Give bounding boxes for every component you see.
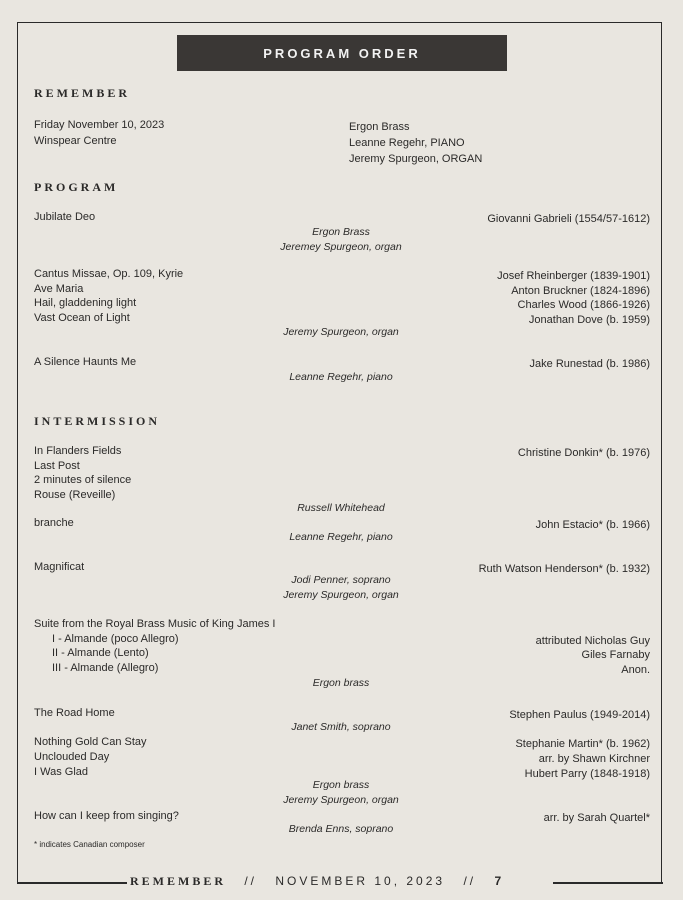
composer: arr. by Shawn Kirchner [538,753,650,765]
piece-title: Nothing Gold Can Stay [34,736,147,748]
composer: Christine Donkin* (b. 1976) [517,447,650,459]
performer-credit: Janet Smith, soprano [291,721,391,733]
piece-title: Last Post [34,460,80,472]
composer: Giovanni Gabrieli (1554/57-1612) [487,213,650,225]
piece-title: branche [34,517,74,529]
composer: Anton Bruckner (1824-1896) [511,285,650,297]
movement: I - Almande (poco Allegro) [52,633,179,645]
page-title: PROGRAM ORDER [177,35,507,71]
performer: Leanne Regehr, PIANO [349,137,465,149]
piece-title: I Was Glad [34,766,88,778]
piece-title: Cantus Missae, Op. 109, Kyrie [34,268,184,280]
performer-credit: Jodi Penner, soprano [291,574,391,586]
performer: Jeremy Spurgeon, ORGAN [349,153,483,165]
page-footer [130,874,550,889]
piece-title: Rouse (Reveille) [34,489,116,501]
piece-title: In Flanders Fields [34,445,122,457]
intermission-heading: INTERMISSION [34,414,161,428]
footer-separator: // [463,874,477,888]
composer: Josef Rheinberger (1839-1901) [497,270,650,282]
piece-title: Hail, gladdening light [34,297,137,309]
footer-rule-left [17,882,127,884]
footer-title: REMEMBER [130,874,226,888]
performer-credit: Ergon Brass [312,226,370,238]
composer: Stephen Paulus (1949-2014) [509,709,650,721]
composer: attributed Nicholas Guy [535,635,650,647]
piece-title: The Road Home [34,707,115,719]
performer-credit: Jeremey Spurgeon, organ [280,241,402,253]
performer-credit: Jeremy Spurgeon, organ [283,589,399,601]
composer: Ruth Watson Henderson* (b. 1932) [478,563,650,575]
piece-title: Unclouded Day [34,751,110,763]
piece-title: How can I keep from singing? [34,810,179,822]
piece-title: Vast Ocean of Light [34,312,130,324]
composer: Hubert Parry (1848-1918) [524,768,650,780]
composer: Stephanie Martin* (b. 1962) [515,738,650,750]
footnote: * indicates Canadian composer [34,840,145,849]
performer-credit: Jeremy Spurgeon, organ [283,326,399,338]
movement: III - Almande (Allegro) [52,662,159,674]
concert-date: Friday November 10, 2023 [34,119,165,131]
composer: Charles Wood (1866-1926) [517,299,650,311]
performer-credit: Ergon brass [312,779,370,791]
piece-title: A Silence Haunts Me [34,356,137,368]
piece-title: Suite from the Royal Brass Music of King James I [34,618,276,630]
footer-date: NOVEMBER 10, 2023 [275,874,446,888]
footer-separator: // [244,874,258,888]
movement: II - Almande (Lento) [52,647,149,659]
performer-credit: Leanne Regehr, piano [289,371,393,383]
composer: Jake Runestad (b. 1986) [529,358,650,370]
page-number: 7 [494,874,505,888]
program-heading: PROGRAM [34,180,119,194]
composer: Giles Farnaby [581,649,650,661]
performer-credit: Ergon brass [312,677,370,689]
piece-title: Magnificat [34,561,85,573]
composer: arr. by Sarah Quartel* [543,812,650,824]
performer-credit: Brenda Enns, soprano [288,823,394,835]
composer: Jonathan Dove (b. 1959) [528,314,650,326]
performer-credit: Jeremy Spurgeon, organ [283,794,399,806]
performer-credit: Russell Whitehead [297,502,385,514]
performer: Ergon Brass [349,121,410,133]
composer: John Estacio* (b. 1966) [535,519,650,531]
piece-title: 2 minutes of silence [34,474,132,486]
composer: Anon. [621,664,650,676]
piece-title: Jubilate Deo [34,211,96,223]
concert-venue: Winspear Centre [34,135,117,147]
performer-credit: Leanne Regehr, piano [289,531,393,543]
concert-heading: REMEMBER [34,86,130,100]
footer-rule-right [553,882,663,884]
piece-title: Ave Maria [34,283,84,295]
